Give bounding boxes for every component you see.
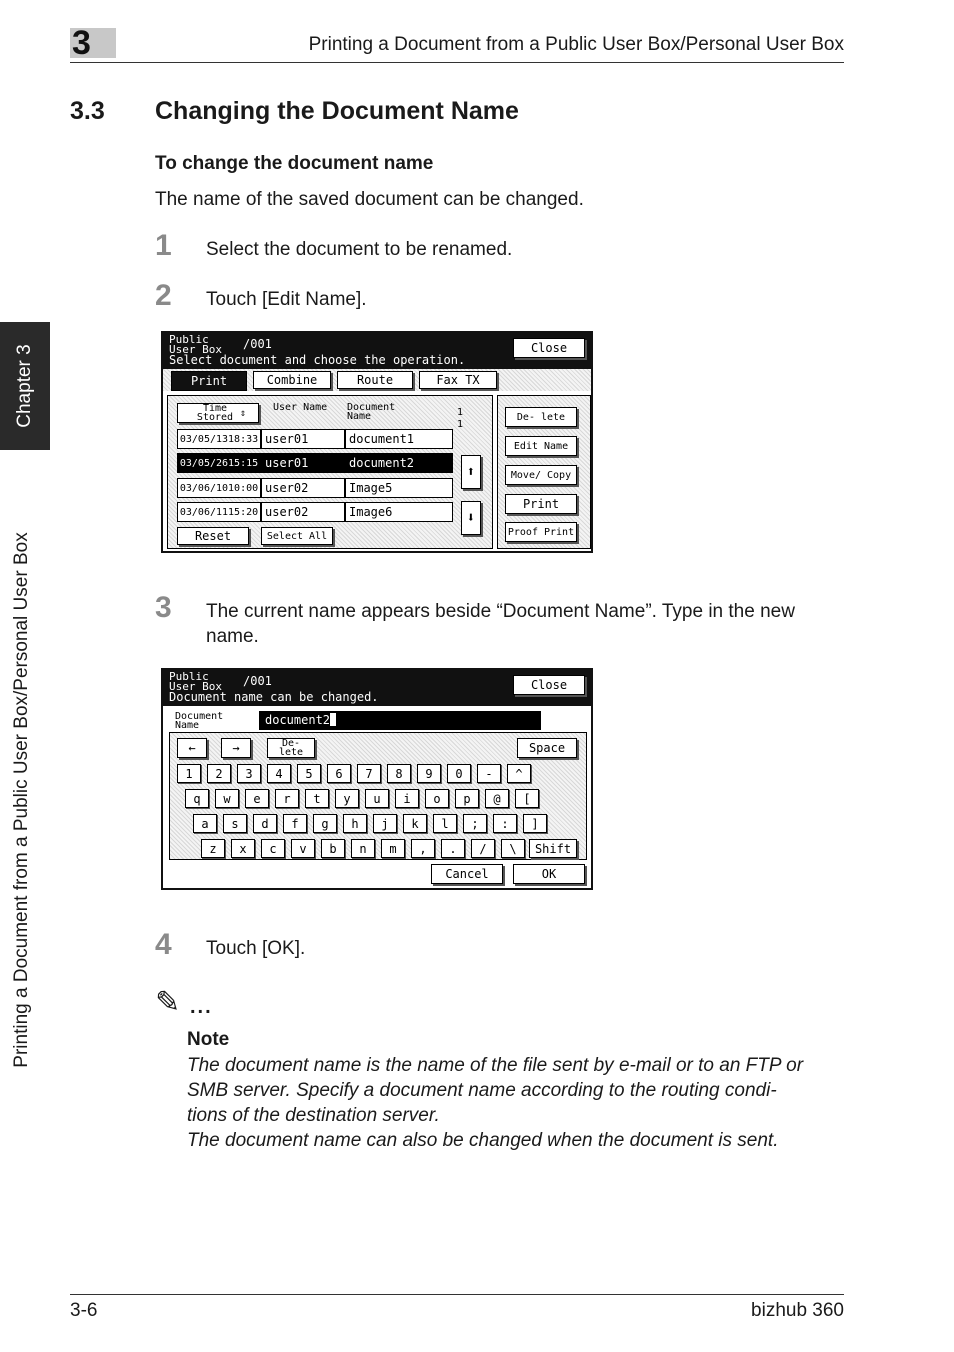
key-w[interactable]: w [215,789,239,808]
shift-button[interactable]: Shift [529,839,577,858]
key-j[interactable]: j [373,814,397,833]
space-button[interactable]: Space [517,738,577,758]
sort-arrows-icon: ⇕ [239,407,247,419]
key-z[interactable]: z [201,839,225,858]
row-document[interactable]: document1 [345,429,453,449]
key-8[interactable]: 8 [387,764,411,783]
row-date-time[interactable]: 03/05/13 18:33 [177,429,261,449]
key-semicolon[interactable]: ; [463,814,487,833]
tab-print[interactable]: Print [171,371,247,391]
document-name-input[interactable] [259,711,541,730]
key-k[interactable]: k [403,814,427,833]
key-n[interactable]: n [351,839,375,858]
close-button[interactable]: Close [513,338,585,358]
cursor-left-button[interactable]: ← [177,738,207,758]
column-header-document-name: Document Name [347,402,396,422]
box-id: /001 [243,337,272,351]
key-0[interactable]: 0 [447,764,471,783]
page-number: 3-6 [70,1300,98,1321]
key-c[interactable]: c [261,839,285,858]
page-indicator-current: 1 [457,407,464,418]
edit-name-button[interactable]: Edit Name [505,436,577,456]
chapter-number: 3 [72,24,91,62]
key-5[interactable]: 5 [297,764,321,783]
sort-label: Time Stored [196,403,234,423]
note-text-line: The document name is the name of the file sent by e-mail or to an FTP or [187,1055,804,1076]
row-user[interactable]: user01 [261,429,345,449]
step-number: 4 [155,928,172,961]
note-dots: ... [190,996,213,1018]
key-g[interactable]: g [313,814,337,833]
key-l[interactable]: l [433,814,457,833]
screen-message: Select document and choose the operation. [169,353,466,367]
cursor-right-button[interactable]: → [221,738,251,758]
column-header-user-name: User Name [273,402,328,413]
key-y[interactable]: y [335,789,359,808]
tab-combine[interactable]: Combine [253,371,331,389]
screen-title-line1: Public [169,333,209,346]
key-7[interactable]: 7 [357,764,381,783]
section-title: Changing the Document Name [155,97,519,125]
ok-button[interactable]: OK [513,864,585,884]
product-name: bizhub 360 [751,1300,844,1321]
document-name-label: Document Name [175,711,224,731]
key-period[interactable]: . [441,839,465,858]
row-date-time[interactable]: 03/06/10 10:00 [177,478,261,498]
key-2[interactable]: 2 [207,764,231,783]
tab-route[interactable]: Route [337,371,413,389]
key-e[interactable]: e [245,789,269,808]
key-m[interactable]: m [381,839,405,858]
key-b[interactable]: b [321,839,345,858]
text-cursor [330,713,336,726]
step-text: Touch [Edit Name]. [206,289,367,310]
screen-title-line2: User Box [169,680,222,693]
reset-button[interactable]: Reset [177,527,249,545]
key-o[interactable]: o [425,789,449,808]
close-button[interactable]: Close [513,675,585,695]
key-3[interactable]: 3 [237,764,261,783]
key-backslash[interactable]: \ [501,839,525,858]
cancel-button[interactable]: Cancel [431,864,503,884]
key-v[interactable]: v [291,839,315,858]
sort-time-stored-button[interactable] [177,403,259,423]
arrow-up-icon: ⬆ [466,464,476,480]
key-right-bracket[interactable]: ] [523,814,547,833]
section-number: 3.3 [70,97,105,125]
key-colon[interactable]: : [493,814,517,833]
note-label: Note [187,1029,230,1050]
key-6[interactable]: 6 [327,764,351,783]
proof-print-button[interactable]: Proof Print [505,522,577,542]
screen-title-line2: User Box [169,343,222,356]
pencil-icon: ✎ [155,986,181,1019]
key-h[interactable]: h [343,814,367,833]
delete-char-button[interactable]: De- lete [267,738,315,758]
key-left-bracket[interactable]: [ [515,789,539,808]
key-f[interactable]: f [283,814,307,833]
header-rule [70,62,844,63]
key-p[interactable]: p [455,789,479,808]
key-q[interactable]: q [185,789,209,808]
key-r[interactable]: r [275,789,299,808]
key-at[interactable]: @ [485,789,509,808]
key-9[interactable]: 9 [417,764,441,783]
key-comma[interactable]: , [411,839,435,858]
delete-button[interactable]: De- lete [505,407,577,427]
scroll-up-button[interactable] [461,455,481,489]
screen-document-list [161,331,593,553]
page-indicator-total: 1 [457,419,464,430]
key-slash[interactable]: / [471,839,495,858]
key-t[interactable]: t [305,789,329,808]
row-date-time-selected[interactable]: 03/05/26 15:15 [177,453,261,473]
footer-rule [70,1294,844,1295]
tab-fax-tx[interactable]: Fax TX [419,371,497,389]
procedure-heading: To change the document name [155,153,434,174]
row-document-selected[interactable]: document2 [345,453,453,473]
key-caret[interactable]: ^ [507,764,531,783]
arrow-down-icon: ⬇ [466,510,476,526]
step-number: 2 [155,279,172,312]
note-text-line: The document name can also be changed when the document is sent. [187,1130,779,1151]
row-document[interactable]: Image6 [345,502,453,522]
chapter-side-tab-label: Chapter 3 [14,344,35,428]
move-copy-button[interactable]: Move/ Copy [505,465,577,485]
step-text: The current name appears beside “Document Name”. Type in the new name. [206,601,795,647]
note-text-line: tions of the destination server. [187,1105,440,1126]
key-i[interactable]: i [395,789,419,808]
row-user[interactable]: user02 [261,502,345,522]
key-u[interactable]: u [365,789,389,808]
box-id: /001 [243,674,272,688]
key-minus[interactable]: - [477,764,501,783]
step-text: Select the document to be renamed. [206,239,513,260]
row-user[interactable]: user02 [261,478,345,498]
screen-message: Document name can be changed. [169,690,379,704]
step-number: 3 [155,591,172,624]
scroll-down-button[interactable] [461,501,481,535]
key-d[interactable]: d [253,814,277,833]
select-all-button[interactable]: Select All [261,527,333,545]
step-number: 1 [155,229,172,262]
key-4[interactable]: 4 [267,764,291,783]
print-button[interactable]: Print [505,494,577,514]
step-text: Touch [OK]. [206,938,306,959]
row-user-selected[interactable]: user01 [261,453,345,473]
key-a[interactable]: a [193,814,217,833]
screen-edit-name [161,668,593,890]
key-s[interactable]: s [223,814,247,833]
key-x[interactable]: x [231,839,255,858]
side-running-label: Printing a Document from a Public User Box/Personal User Box [11,532,32,1068]
note-text-line: SMB server. Specify a document name according to the routing condi- [187,1080,777,1101]
intro-text: The name of the saved document can be changed. [155,189,584,210]
row-date-time[interactable]: 03/06/11 15:20 [177,502,261,522]
document-name-value: document2 [265,713,331,727]
running-head: Printing a Document from a Public User Box/Personal User Box [308,34,844,55]
row-document[interactable]: Image5 [345,478,453,498]
screen-title-line1: Public [169,670,209,683]
key-1[interactable]: 1 [177,764,201,783]
